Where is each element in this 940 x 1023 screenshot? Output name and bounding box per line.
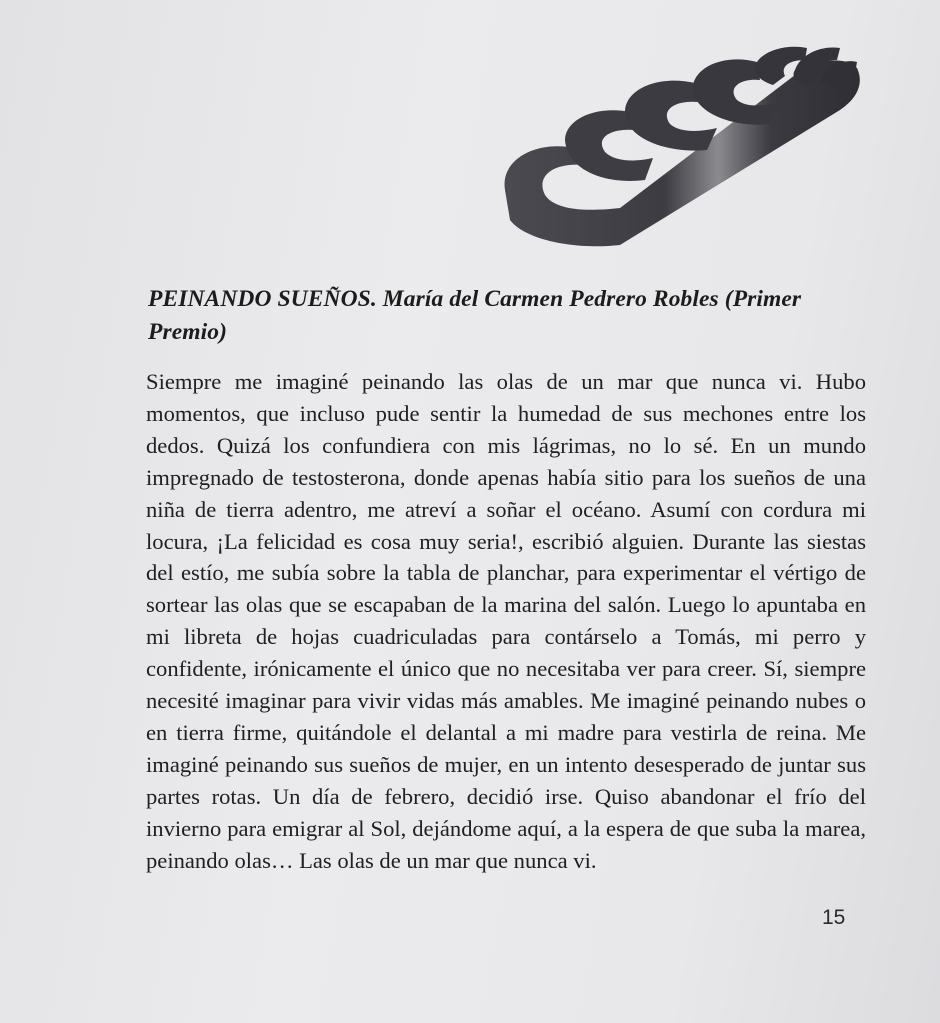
wave-logo-icon [495,40,865,255]
page-number: 15 [822,906,846,929]
article-body: Siempre me imaginé peinando las olas de un mar que nunca vi. Hubo momentos, que incluso pude sentir la humedad de sus mechones entre los dedos. Quizá los confundiera con mis lágrimas, no lo sé. En un mundo impregnado de testosterona, donde apenas había sitio para los sueños de una niña de tierra adentro, me atreví a soñar el océano. Asumí con cordura mi locura, ¡La felicidad es cosa muy seria!, escribió alguien. Durante las siestas del estío, me subía sobre la tabla de planchar, para experimentar el vértigo de sortear las olas que se escapaban de la marina del salón. Luego lo apuntaba en mi libreta de hojas cuadriculadas para contárselo a Tomás, mi perro y confidente, irónicamente el único que no necesitaba ver para creer. Sí, siempre necesité imaginar para vivir vidas más amables. Me imaginé peinando nubes o en tierra firme, quitándole el delantal a mi madre para vestirla de reina. Me imaginé peinando sus sueños de mujer, en un intento desesperado de juntar sus partes rotas. Un día de febrero, decidió irse. Quiso abandonar el frío del invierno para emigrar al Sol, dejándome aquí, a la espera de que suba la marea, peinando olas… Las olas de un mar que nunca vi. [146,369,866,873]
article-title: PEINANDO SUEÑOS. María del Carmen Pedrero Robles (Primer Premio) [148,286,802,345]
